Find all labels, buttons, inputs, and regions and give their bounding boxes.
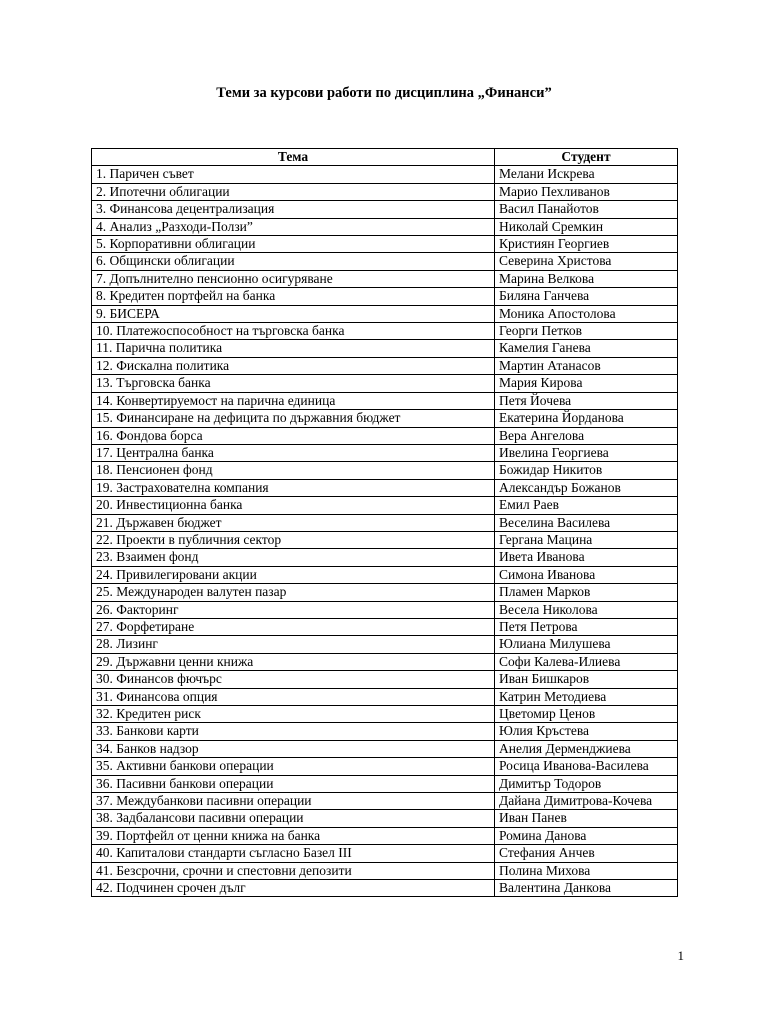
table-row xyxy=(92,549,678,566)
student-cell: Марина Велкова xyxy=(495,270,678,287)
topic-cell: 27. Форфетиране xyxy=(92,618,495,635)
student-cell: Божидар Никитов xyxy=(495,462,678,479)
student-cell: Ромина Данова xyxy=(495,827,678,844)
topic-cell: 16. Фондова борса xyxy=(92,427,495,444)
topic-cell: 1. Паричен съвет xyxy=(92,166,495,183)
student-cell: Катрин Методиева xyxy=(495,688,678,705)
topic-cell: 14. Конвертируемост на парична единица xyxy=(92,392,495,409)
student-cell: Анелия Дерменджиева xyxy=(495,740,678,757)
topic-cell: 22. Проекти в публичния сектор xyxy=(92,531,495,548)
topic-cell: 35. Активни банкови операции xyxy=(92,758,495,775)
topic-cell: 26. Факторинг xyxy=(92,601,495,618)
topic-cell: 6. Общински облигации xyxy=(92,253,495,270)
table-row xyxy=(92,427,678,444)
topic-cell: 19. Застрахователна компания xyxy=(92,479,495,496)
table-row xyxy=(92,758,678,775)
student-cell: Николай Сремкин xyxy=(495,218,678,235)
table-row xyxy=(92,601,678,618)
topic-cell: 20. Инвестиционна банка xyxy=(92,497,495,514)
document-title: Теми за курсови работи по дисциплина „Финанси” xyxy=(216,85,552,101)
topic-cell: 4. Анализ „Разходи-Ползи” xyxy=(92,218,495,235)
student-cell: Ивета Иванова xyxy=(495,549,678,566)
student-cell: Симона Иванова xyxy=(495,566,678,583)
table-row xyxy=(92,810,678,827)
table-row xyxy=(92,653,678,670)
student-cell: Цветомир Ценов xyxy=(495,706,678,723)
topic-cell: 10. Платежоспособност на търговска банка xyxy=(92,323,495,340)
table-row xyxy=(92,706,678,723)
topic-cell: 42. Подчинен срочен дълг xyxy=(92,880,495,897)
student-cell: Марио Пехливанов xyxy=(495,183,678,200)
student-cell: Дайана Димитрова-Кочева xyxy=(495,793,678,810)
student-cell: Васил Панайотов xyxy=(495,201,678,218)
table-row xyxy=(92,375,678,392)
student-cell: Екатерина Йорданова xyxy=(495,410,678,427)
table-row xyxy=(92,566,678,583)
topic-cell: 37. Междубанкови пасивни операции xyxy=(92,793,495,810)
topic-cell: 33. Банкови карти xyxy=(92,723,495,740)
student-cell: Юлия Кръстева xyxy=(495,723,678,740)
student-cell: Иван Панев xyxy=(495,810,678,827)
table-row xyxy=(92,444,678,461)
topic-cell: 39. Портфейл от ценни книжа на банка xyxy=(92,827,495,844)
topic-cell: 36. Пасивни банкови операции xyxy=(92,775,495,792)
topics-table xyxy=(91,148,678,897)
student-cell: Димитър Тодоров xyxy=(495,775,678,792)
table-row xyxy=(92,410,678,427)
student-cell: Пламен Марков xyxy=(495,584,678,601)
table-row xyxy=(92,531,678,548)
student-cell: Юлиана Милушева xyxy=(495,636,678,653)
table-row xyxy=(92,723,678,740)
student-cell: Биляна Ганчева xyxy=(495,288,678,305)
table-row xyxy=(92,618,678,635)
topic-cell: 32. Кредитен риск xyxy=(92,706,495,723)
student-cell: Мартин Атанасов xyxy=(495,357,678,374)
table-row xyxy=(92,357,678,374)
topic-cell: 5. Корпоративни облигации xyxy=(92,236,495,253)
student-cell: Петя Йочева xyxy=(495,392,678,409)
table-row xyxy=(92,236,678,253)
table-row xyxy=(92,462,678,479)
student-cell: Иван Бишкаров xyxy=(495,671,678,688)
table-row xyxy=(92,862,678,879)
topic-cell: 8. Кредитен портфейл на банка xyxy=(92,288,495,305)
topic-cell: 40. Капиталови стандарти съгласно Базел III xyxy=(92,845,495,862)
student-cell: Мелани Искрева xyxy=(495,166,678,183)
table-row xyxy=(92,793,678,810)
student-cell: Моника Апостолова xyxy=(495,305,678,322)
student-cell: Весела Николова xyxy=(495,601,678,618)
page-number: 1 xyxy=(677,948,684,963)
table-row xyxy=(92,340,678,357)
student-cell: Росица Иванова-Василева xyxy=(495,758,678,775)
topic-cell: 29. Държавни ценни книжа xyxy=(92,653,495,670)
table-row xyxy=(92,827,678,844)
table-row xyxy=(92,166,678,183)
table-row xyxy=(92,253,678,270)
topic-cell: 41. Безсрочни, срочни и спестовни депозити xyxy=(92,862,495,879)
topic-cell: 12. Фискална политика xyxy=(92,357,495,374)
table-row xyxy=(92,636,678,653)
topic-cell: 21. Държавен бюджет xyxy=(92,514,495,531)
student-cell: Емил Раев xyxy=(495,497,678,514)
topic-cell: 30. Финансов фючърс xyxy=(92,671,495,688)
header-student: Студент xyxy=(495,149,678,166)
table-row xyxy=(92,305,678,322)
topic-cell: 9. БИСЕРА xyxy=(92,305,495,322)
student-cell: Ивелина Георгиева xyxy=(495,444,678,461)
topic-cell: 31. Финансова опция xyxy=(92,688,495,705)
student-cell: Кристиян Георгиев xyxy=(495,236,678,253)
topic-cell: 28. Лизинг xyxy=(92,636,495,653)
table-row xyxy=(92,740,678,757)
header-topic: Тема xyxy=(92,149,495,166)
table-body xyxy=(92,166,678,897)
student-cell: Александър Божанов xyxy=(495,479,678,496)
topic-cell: 2. Ипотечни облигации xyxy=(92,183,495,200)
table-row xyxy=(92,584,678,601)
table-row xyxy=(92,270,678,287)
student-cell: Мария Кирова xyxy=(495,375,678,392)
table-row xyxy=(92,497,678,514)
table-row xyxy=(92,183,678,200)
table-row xyxy=(92,845,678,862)
topic-cell: 23. Взаимен фонд xyxy=(92,549,495,566)
topic-cell: 11. Парична политика xyxy=(92,340,495,357)
topic-cell: 17. Централна банка xyxy=(92,444,495,461)
student-cell: Камелия Ганева xyxy=(495,340,678,357)
table-row xyxy=(92,392,678,409)
student-cell: Гергана Мацина xyxy=(495,531,678,548)
student-cell: Вера Ангелова xyxy=(495,427,678,444)
table-row xyxy=(92,688,678,705)
student-cell: Георги Петков xyxy=(495,323,678,340)
table-row xyxy=(92,880,678,897)
student-cell: Валентина Данкова xyxy=(495,880,678,897)
table-header-row xyxy=(92,149,678,166)
table-row xyxy=(92,514,678,531)
topic-cell: 38. Задбалансови пасивни операции xyxy=(92,810,495,827)
topic-cell: 18. Пенсионен фонд xyxy=(92,462,495,479)
table-row xyxy=(92,288,678,305)
student-cell: Петя Петрова xyxy=(495,618,678,635)
topic-cell: 34. Банков надзор xyxy=(92,740,495,757)
table-row xyxy=(92,201,678,218)
topic-cell: 24. Привилегировани акции xyxy=(92,566,495,583)
table-row xyxy=(92,323,678,340)
topic-cell: 7. Допълнително пенсионно осигуряване xyxy=(92,270,495,287)
topic-cell: 3. Финансова децентрализация xyxy=(92,201,495,218)
topic-cell: 15. Финансиране на дефицита по държавния бюджет xyxy=(92,410,495,427)
student-cell: Полина Михова xyxy=(495,862,678,879)
student-cell: Веселина Василева xyxy=(495,514,678,531)
table-row xyxy=(92,479,678,496)
student-cell: Северина Христова xyxy=(495,253,678,270)
table-row xyxy=(92,671,678,688)
table-row xyxy=(92,775,678,792)
student-cell: Стефания Анчев xyxy=(495,845,678,862)
student-cell: Софи Калева-Илиева xyxy=(495,653,678,670)
table-row xyxy=(92,218,678,235)
topic-cell: 25. Международен валутен пазар xyxy=(92,584,495,601)
topic-cell: 13. Търговска банка xyxy=(92,375,495,392)
